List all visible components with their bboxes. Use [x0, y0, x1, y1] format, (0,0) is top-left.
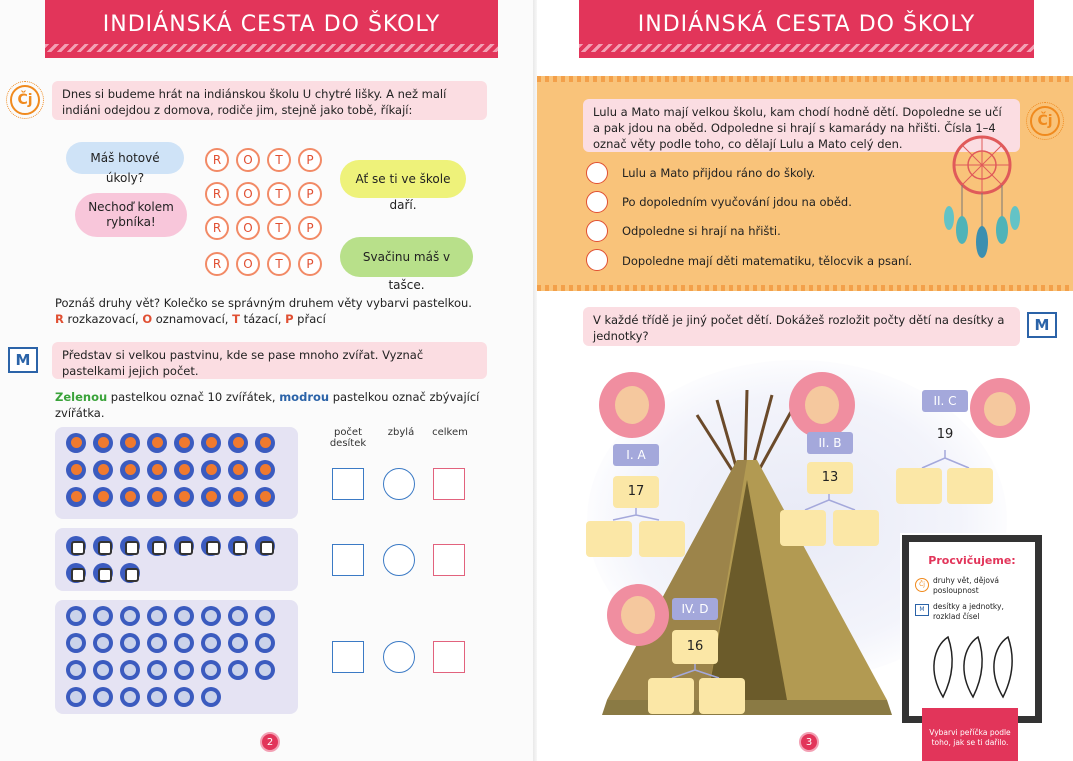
letter-circle-p-row1[interactable]: P [298, 148, 322, 172]
sheep-icon[interactable] [255, 606, 275, 626]
letter-circle-t-row1[interactable]: T [267, 148, 291, 172]
legend-r: R [55, 312, 64, 326]
class-label-ia: I. A [613, 444, 659, 466]
sentence-type-legend [55, 311, 495, 327]
letter-circle-o-row4[interactable]: O [236, 252, 260, 276]
cow-icon[interactable] [174, 536, 194, 556]
sheep-icon[interactable] [255, 660, 275, 680]
total-box-2[interactable] [433, 544, 465, 576]
remaining-circle-2[interactable] [383, 544, 415, 576]
cow-icon[interactable] [93, 536, 113, 556]
bubble-snack: Svačinu máš v tašce. [340, 237, 473, 277]
sheep-icon[interactable] [255, 633, 275, 653]
hen-icon[interactable] [93, 460, 113, 480]
class-total-iic: 19 [936, 427, 954, 442]
sheep-icon[interactable] [120, 606, 140, 626]
hen-icon[interactable] [66, 433, 86, 453]
sheep-icon[interactable] [120, 687, 140, 707]
units-box-ivd[interactable] [699, 678, 745, 714]
instruction-blue: modrou [279, 390, 330, 404]
hen-icon[interactable] [201, 433, 221, 453]
legend-o-text: oznamovací, [152, 312, 233, 326]
cj-subject-icon: Čj [10, 85, 40, 115]
m-subject-icon: M [8, 347, 38, 373]
intro-text: Dnes si budeme hrát na indiánskou školu U chytré lišky. A než malí indiáni odejdou z domova, rodiče jim, stejně jako tobě, říkají: [52, 81, 487, 120]
total-box-3[interactable] [433, 641, 465, 673]
sheep-icon[interactable] [93, 687, 113, 707]
hen-icon[interactable] [66, 460, 86, 480]
units-box-ia[interactable] [639, 521, 685, 557]
right-page [537, 0, 1073, 761]
left-page [0, 0, 536, 761]
sheep-icon[interactable] [201, 660, 221, 680]
tens-box-ivd[interactable] [648, 678, 694, 714]
question-sentence-types: Poznáš druhy vět? Kolečko se správným druhem věty vybarvi pastelkou. [55, 296, 472, 310]
sheep-icon[interactable] [147, 687, 167, 707]
practice-box [902, 535, 1042, 723]
cow-icon[interactable] [228, 536, 248, 556]
hen-icon[interactable] [228, 460, 248, 480]
option-1: Lulu a Mato přijdou ráno do školy. [622, 166, 816, 180]
hen-icon[interactable] [255, 433, 275, 453]
class-total-iib: 13 [807, 462, 853, 494]
sheep-icon[interactable] [66, 606, 86, 626]
hen-icon[interactable] [174, 460, 194, 480]
page-number-right: 3 [799, 732, 819, 752]
sheep-icon[interactable] [228, 660, 248, 680]
cj-subject-icon-right: Čj [1030, 106, 1060, 136]
sheep-icon[interactable] [201, 606, 221, 626]
option-3: Odpoledne si hrají na hřišti. [622, 224, 781, 238]
sheep-icon[interactable] [228, 633, 248, 653]
hen-icon[interactable] [120, 433, 140, 453]
units-box-iib[interactable] [833, 510, 879, 546]
letter-circle-t-row3[interactable]: T [267, 216, 291, 240]
hen-icon[interactable] [147, 460, 167, 480]
remaining-circle-1[interactable] [383, 468, 415, 500]
letter-circle-p-row2[interactable]: P [298, 182, 322, 206]
hen-icon[interactable] [255, 460, 275, 480]
legend-r-text: rozkazovací, [63, 312, 143, 326]
hen-icon[interactable] [66, 487, 86, 507]
letter-circle-o-row3[interactable]: O [236, 216, 260, 240]
hen-icon[interactable] [93, 433, 113, 453]
sheep-icon[interactable] [174, 687, 194, 707]
sheep-icon[interactable] [66, 687, 86, 707]
cow-icon[interactable] [93, 563, 113, 583]
instruction-mid: pastelkou označ 10 zvířátek, [107, 390, 280, 404]
sheep-icon[interactable] [147, 660, 167, 680]
class-label-ivd: IV. D [672, 598, 718, 620]
letter-circle-p-row3[interactable]: P [298, 216, 322, 240]
left-header-banner [45, 0, 498, 58]
hen-icon[interactable] [174, 433, 194, 453]
practice-item-2: desítky a jednotky, rozklad čísel [933, 602, 1004, 621]
cow-icon[interactable] [66, 563, 86, 583]
cow-icon[interactable] [201, 536, 221, 556]
cow-icon[interactable] [147, 536, 167, 556]
hen-icon[interactable] [201, 460, 221, 480]
bubble-good-luck: Ať se ti ve škole daří. [340, 160, 466, 198]
column-tens: počet desítek [329, 427, 367, 449]
cow-icon[interactable] [66, 536, 86, 556]
cow-icon[interactable] [120, 563, 140, 583]
sheep-icon[interactable] [93, 633, 113, 653]
m-subject-icon-right: M [1027, 312, 1057, 338]
bubble-pond: Nechoď kolem rybníka! [75, 193, 187, 237]
sheep-icon[interactable] [120, 660, 140, 680]
sheep-icon[interactable] [174, 660, 194, 680]
practice-title: Procvičujeme: [928, 554, 1016, 567]
letter-circle-t-row2[interactable]: T [267, 182, 291, 206]
letter-circle-r-row4[interactable]: R [205, 252, 229, 276]
letter-circle-r-row1[interactable]: R [205, 148, 229, 172]
sheep-icon[interactable] [93, 660, 113, 680]
letter-circle-p-row4[interactable]: P [298, 252, 322, 276]
banner-zigzag [45, 44, 498, 52]
sheep-icon[interactable] [120, 633, 140, 653]
sheep-icon[interactable] [228, 606, 248, 626]
practice-m-icon: M [915, 604, 929, 616]
practice-cj-icon: Čj [915, 578, 929, 592]
legend-t-text: tázací, [239, 312, 286, 326]
cow-icon[interactable] [255, 536, 275, 556]
legend-t: T [232, 312, 240, 326]
practice-ribbon: Vybarvi peříčka podle toho, jak se ti dařilo. [922, 708, 1018, 761]
sheep-icon[interactable] [93, 606, 113, 626]
page-number-left: 2 [260, 732, 280, 752]
practice-item-1: druhy vět, dějová posloupnost [933, 576, 1000, 595]
task-pasture: Představ si velkou pastvinu, kde se pase mnoho zvířat. Vyznač pastelkami jejich počet. [52, 342, 487, 379]
sheep-icon[interactable] [147, 633, 167, 653]
total-box-1[interactable] [433, 468, 465, 500]
feathers-icon[interactable] [923, 632, 1023, 702]
tens-box-iic[interactable] [896, 468, 942, 504]
sheep-icon[interactable] [66, 660, 86, 680]
class-total-ivd: 16 [672, 630, 718, 664]
hen-icon[interactable] [120, 487, 140, 507]
letter-circle-r-row2[interactable]: R [205, 182, 229, 206]
legend-p-text: přací [293, 312, 326, 326]
option-2: Po dopoledním vyučování jdou na oběd. [622, 195, 852, 209]
sheep-icon[interactable] [174, 633, 194, 653]
class-total-ia: 17 [613, 476, 659, 508]
hen-icon[interactable] [147, 433, 167, 453]
hen-icon[interactable] [93, 487, 113, 507]
instruction-green: Zelenou [55, 390, 108, 404]
class-label-iic: II. C [922, 390, 968, 412]
hen-icon[interactable] [120, 460, 140, 480]
sheep-icon[interactable] [201, 633, 221, 653]
class-label-iib: II. B [807, 432, 853, 454]
story-text: Lulu a Mato mají velkou školu, kam chodí hodně dětí. Dopoledne se učí a pak jdou na oběd. Odpoledne si hrají s kamarády na hřišti. Čísla 1–4 označ věty podle toho, co dělají Lulu a Mato celý den. [583, 99, 1020, 152]
letter-circle-t-row4[interactable]: T [267, 252, 291, 276]
legend-p: P [285, 312, 294, 326]
left-header-title: INDIÁNSKÁ CESTA DO ŠKOLY [102, 12, 441, 37]
letter-circle-r-row3[interactable]: R [205, 216, 229, 240]
hen-icon[interactable] [201, 487, 221, 507]
tens-box-1[interactable] [332, 468, 364, 500]
cow-icon[interactable] [120, 536, 140, 556]
hen-icon[interactable] [174, 487, 194, 507]
hen-icon[interactable] [228, 433, 248, 453]
tens-box-3[interactable] [332, 641, 364, 673]
column-remaining: zbylá [387, 427, 415, 438]
remaining-circle-3[interactable] [383, 641, 415, 673]
legend-o: O [142, 312, 153, 326]
instruction-end: pastelkou označ zbývající zvířátka. [55, 390, 480, 420]
sheep-icon[interactable] [201, 687, 221, 707]
sheep-icon[interactable] [174, 606, 194, 626]
bubble-homework: Máš hotové úkoly? [66, 142, 184, 174]
hen-icon[interactable] [255, 487, 275, 507]
tens-box-2[interactable] [332, 544, 364, 576]
column-total: celkem [432, 427, 468, 438]
sheep-icon[interactable] [66, 633, 86, 653]
hen-icon[interactable] [228, 487, 248, 507]
right-header-title: INDIÁNSKÁ CESTA DO ŠKOLY [637, 12, 976, 37]
units-box-iic[interactable] [947, 468, 993, 504]
letter-circle-o-row1[interactable]: O [236, 148, 260, 172]
option-4: Dopoledne mají děti matematiku, tělocvik a psaní. [622, 254, 913, 268]
sheep-icon[interactable] [147, 606, 167, 626]
decomposition-question: V každé třídě je jiný počet dětí. Dokážeš rozložit počty dětí na desítky a jednotky? [583, 307, 1020, 346]
tens-box-ia[interactable] [586, 521, 632, 557]
letter-circle-o-row2[interactable]: O [236, 182, 260, 206]
tens-box-iib[interactable] [780, 510, 826, 546]
hen-icon[interactable] [147, 487, 167, 507]
color-instruction [55, 389, 515, 421]
